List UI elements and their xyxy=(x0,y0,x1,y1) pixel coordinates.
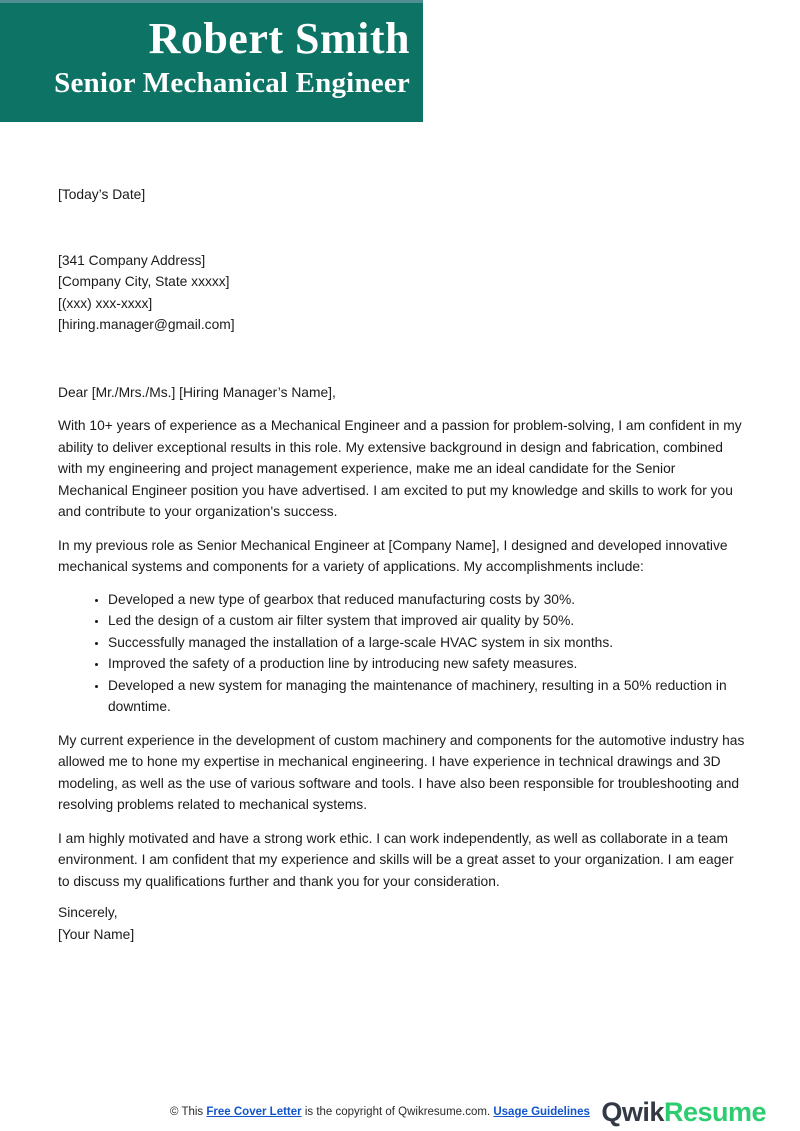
list-item: • Led the design of a custom air filter system that improved air quality by 50%. xyxy=(108,610,746,632)
free-cover-letter-link[interactable]: Free Cover Letter xyxy=(206,1106,302,1118)
address-line-street: [341 Company Address] xyxy=(58,252,206,268)
signoff: Sincerely, xyxy=(58,905,118,920)
header-banner xyxy=(0,0,423,122)
company-address-block xyxy=(58,250,746,336)
signature-placeholder: [Your Name] xyxy=(58,926,135,942)
date-placeholder: [Today’s Date] xyxy=(58,187,146,202)
copyright-text xyxy=(170,1106,590,1118)
candidate-name: Robert Smith xyxy=(148,14,410,63)
address-line-phone: [(xxx) xxx-xxxx] xyxy=(58,295,153,311)
copyright-middle: is the copyright of Qwikresume.com. xyxy=(301,1106,494,1118)
list-item: • Improved the safety of a production line by introducing new safety measures. xyxy=(108,653,746,675)
address-line-email: [hiring.manager@gmail.com] xyxy=(58,317,235,332)
logo-text-resume: Resume xyxy=(663,1097,766,1127)
paragraph-previous-role: In my previous role as Senior Mechanical Engineer at [Company Name], I designed and developed innovative mechanical systems and components for a variety of applications. My accomplishments include: xyxy=(58,537,728,574)
signoff-block xyxy=(58,902,746,945)
qwikresume-logo[interactable] xyxy=(601,1096,766,1129)
address-line-city: [Company City, State xxxxx] xyxy=(58,274,230,289)
accomplishments-list xyxy=(58,589,746,718)
copyright-prefix: © This xyxy=(170,1106,207,1118)
page-footer xyxy=(0,1096,800,1131)
usage-guidelines-link[interactable]: Usage Guidelines xyxy=(493,1106,590,1118)
paragraph-motivation: I am highly motivated and have a strong work ethic. I can work independently, as well as collaborate in a team environment. I am confident that my experience and skills will be a great asset to your organization. I am eager to discuss my qualifications further and thank you for your consideration. xyxy=(58,830,734,889)
list-item: • Developed a new type of gearbox that reduced manufacturing costs by 30%. xyxy=(108,589,746,611)
salutation: Dear [Mr./Mrs./Ms.] [Hiring Manager’s Name], xyxy=(58,384,336,400)
letter-body xyxy=(0,122,800,945)
list-item: • Successfully managed the installation of a large-scale HVAC system in six months. xyxy=(108,632,746,654)
paragraph-introduction: With 10+ years of experience as a Mechanical Engineer and a passion for problem-solving, I am confident in my ability to deliver exceptional results in this role. My extensive background in design and fabrication, combined with my engineering and project management experience, make me an ideal candidate for the Senior Mechanical Engineer position you have advertised. I am excited to put my knowledge and skills to work for you and contribute to your organization's success. xyxy=(58,418,742,519)
logo-text-qwik: Qwik xyxy=(601,1097,664,1127)
paragraph-current-experience: My current experience in the development of custom machinery and components for the automotive industry has allowed me to hone my expertise in mechanical engineering. I have experience in technical drawings and 3D modeling, as well as the use of various software and tools. I have also been responsible for troubleshooting and resolving problems related to mechanical systems. xyxy=(58,732,745,812)
candidate-job-title: Senior Mechanical Engineer xyxy=(54,67,410,99)
list-item: • Developed a new system for managing the maintenance of machinery, resulting in a 50% reduction in downtime. xyxy=(108,675,746,718)
